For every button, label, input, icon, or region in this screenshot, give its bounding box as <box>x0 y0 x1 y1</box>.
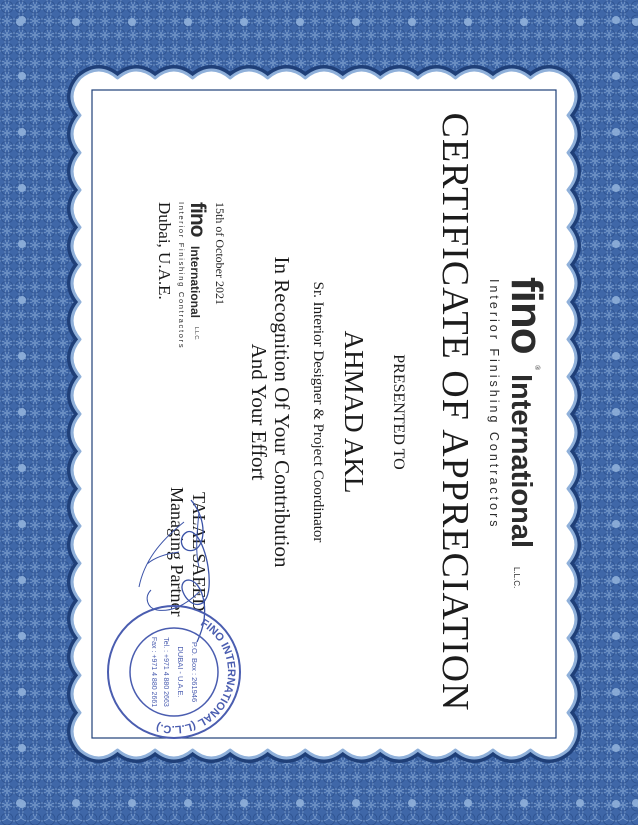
issue-date: 15th of October 2021 <box>213 202 227 305</box>
recipient-name: AHMAD AKL <box>339 330 369 494</box>
stamp-outer-text: FINO INTERNATIONAL (L.L.C.) <box>154 616 238 736</box>
logo-llc-text: L.L.C. <box>512 567 521 589</box>
logo-international-text: International <box>505 374 537 549</box>
logo-tagline: Interior Finishing Contractors <box>487 279 501 530</box>
signatory-name: TALAL SAEED <box>189 492 209 612</box>
footer-llc-text: L.L.C. <box>193 327 199 341</box>
footer-international-text: International <box>188 246 202 319</box>
logo-fino-text: fino <box>502 277 551 354</box>
company-logo <box>471 277 551 637</box>
stamp-fax: Fax : +971 4 880 2661 <box>150 636 157 708</box>
stamp-circle <box>104 602 244 742</box>
footer-fino-text: fino <box>186 202 209 237</box>
location-text: Dubai, U.A.E. <box>155 202 174 300</box>
presented-to-label: PRESENTED TO <box>390 354 407 470</box>
recognition-line-2: And Your Effort <box>247 343 271 481</box>
certificate-title: CERTIFICATE OF APPRECIATION <box>434 112 476 712</box>
certificate-content <box>69 72 569 752</box>
recipient-role: Sr. Interior Designer & Project Coordinator <box>310 281 326 543</box>
stamp-city: DUBAI - U.A.E. <box>176 646 185 698</box>
company-stamp <box>104 602 244 742</box>
recognition-line-1: In Recognition Of Your Contribution <box>270 256 294 568</box>
stamp-tel: Tel. : +971 4 880 2663 <box>162 637 169 707</box>
footer-tagline: Interior Finishing Contractors <box>177 202 186 350</box>
logo-reg-mark: ® <box>533 365 541 371</box>
signatory-title: Managing Partner <box>167 487 187 617</box>
stamp-po-box: P.O. Box : 261946 <box>190 641 199 703</box>
